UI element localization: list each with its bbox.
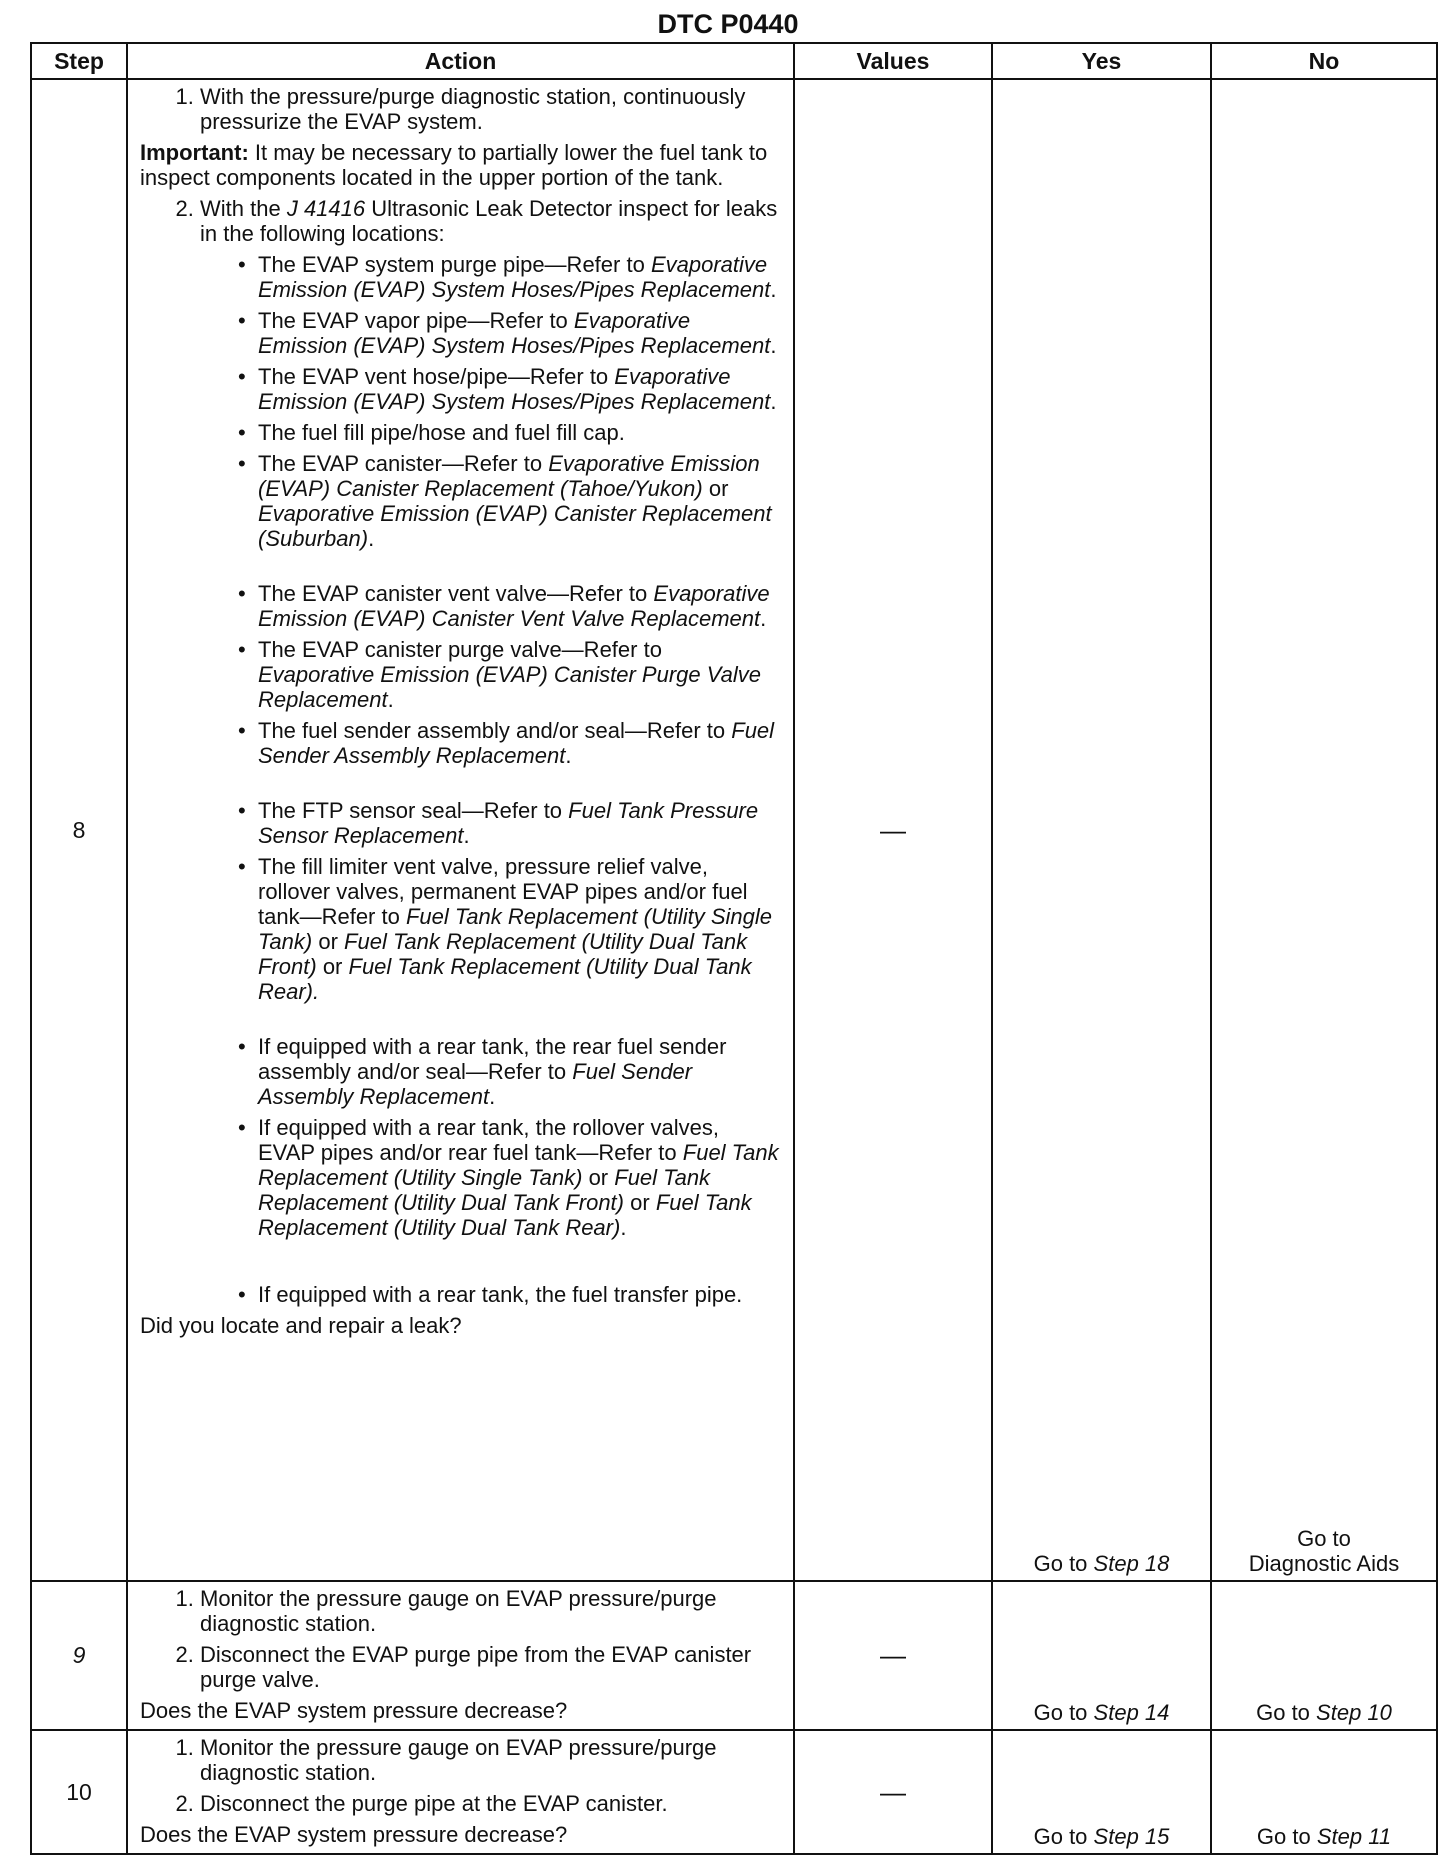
procedure-link[interactable]: Fuel Sender Assembly Replacement xyxy=(258,1059,693,1109)
procedure-link[interactable]: Evaporative Emission (EVAP) Canister Replacement (Suburban) xyxy=(258,501,772,551)
action-item xyxy=(200,196,781,1307)
procedure-link[interactable]: Fuel Tank Replacement (Utility Dual Tank Rear). xyxy=(258,954,752,1004)
procedure-link[interactable]: Evaporative Emission (EVAP) Canister Vent Valve Replacement xyxy=(258,581,770,631)
goto-link[interactable]: Go to Step 11 xyxy=(1256,1824,1392,1849)
list-item: • The fuel fill pipe/hose and fuel fill cap. xyxy=(234,420,781,445)
list-item: • The EVAP vent hose/pipe—Refer to Evaporative Emission (EVAP) System Hoses/Pipes Replacement. xyxy=(234,364,781,414)
list-item: • The EVAP vapor pipe—Refer to Evaporative Emission (EVAP) System Hoses/Pipes Replacement. xyxy=(234,308,781,358)
list-item: • If equipped with a rear tank, the rollover valves, EVAP pipes and/or rear fuel tank—Refer to Fuel Tank Replacement (Utility Single Tank) or Fuel Tank Replacement (Utility Dual Tank Front) or Fuel Tank Replacement (Utility Dual Tank Rear). xyxy=(234,1115,781,1240)
list-item: • The fill limiter vent valve, pressure relief valve, rollover valves, permanent EVAP pipes and/or fuel tank—Refer to Fuel Tank Replacement (Utility Single Tank) or Fuel Tank Replacement (Utility Dual Tank Front) or Fuel Tank Replacement (Utility Dual Tank Rear). xyxy=(234,854,781,1004)
no-cell xyxy=(1211,1730,1437,1854)
header-step: Step xyxy=(31,43,127,79)
procedure-link[interactable]: Fuel Tank Replacement (Utility Dual Tank Rear) xyxy=(258,1190,752,1240)
no-cell xyxy=(1211,79,1437,1581)
action-item: 1. Monitor the pressure gauge on EVAP pressure/purge diagnostic station. xyxy=(200,1586,781,1636)
values-cell: — xyxy=(794,1581,992,1730)
procedure-link[interactable]: Evaporative Emission (EVAP) System Hoses/Pipes Replacement xyxy=(258,252,771,302)
header-yes: Yes xyxy=(992,43,1211,79)
goto-link[interactable]: Go to Step 14 xyxy=(1033,1700,1170,1725)
list-item: • The EVAP system purge pipe—Refer to Evaporative Emission (EVAP) System Hoses/Pipes Replacement. xyxy=(234,252,781,302)
question-text: Does the EVAP system pressure decrease? xyxy=(140,1698,568,1723)
list-item: • The EVAP canister purge valve—Refer to Evaporative Emission (EVAP) Canister Purge Valve Replacement. xyxy=(234,637,781,712)
step-number: 9 xyxy=(31,1581,127,1730)
header-no: No xyxy=(1211,43,1437,79)
action-text: Ultrasonic Leak Detector inspect for leaks in the following locations: xyxy=(200,196,778,246)
step-number: 8 xyxy=(31,79,127,1581)
procedure-link[interactable]: Fuel Tank Replacement (Utility Dual Tank Front) xyxy=(258,929,748,979)
action-item: 1. With the pressure/purge diagnostic station, continuously pressurize the EVAP system. xyxy=(200,84,781,134)
procedure-link[interactable]: Evaporative Emission (EVAP) Canister Purge Valve Replacement xyxy=(258,662,761,712)
list-item: • The EVAP canister—Refer to Evaporative Emission (EVAP) Canister Replacement (Tahoe/Yukon) or Evaporative Emission (EVAP) Canister Replacement (Suburban). xyxy=(234,451,781,551)
procedure-link[interactable]: Evaporative Emission (EVAP) System Hoses/Pipes Replacement xyxy=(258,364,771,414)
procedure-link[interactable]: Fuel Tank Replacement (Utility Single Tank) xyxy=(258,1140,779,1190)
procedure-link[interactable]: Fuel Sender Assembly Replacement xyxy=(258,718,775,768)
question-text: Did you locate and repair a leak? xyxy=(140,1313,462,1338)
table-row xyxy=(31,1581,1437,1730)
values-cell: — xyxy=(794,1730,992,1854)
question-text: Does the EVAP system pressure decrease? xyxy=(140,1822,568,1847)
yes-cell xyxy=(992,1730,1211,1854)
no-cell xyxy=(1211,1581,1437,1730)
yes-cell xyxy=(992,1581,1211,1730)
list-item: • The FTP sensor seal—Refer to Fuel Tank Pressure Sensor Replacement. xyxy=(234,798,781,848)
procedure-link[interactable]: Fuel Tank Replacement (Utility Dual Tank Front) xyxy=(258,1165,711,1215)
procedure-link[interactable]: Evaporative Emission (EVAP) Canister Replacement (Tahoe/Yukon) xyxy=(258,451,760,501)
list-item: • If equipped with a rear tank, the fuel transfer pipe. xyxy=(234,1282,781,1307)
procedure-link[interactable]: Evaporative Emission (EVAP) System Hoses/Pipes Replacement xyxy=(258,308,771,358)
yes-cell xyxy=(992,79,1211,1581)
table-row xyxy=(31,1730,1437,1854)
goto-link[interactable]: Go to Step 18 xyxy=(1033,1551,1170,1576)
action-item: 1. Monitor the pressure gauge on EVAP pressure/purge diagnostic station. xyxy=(200,1735,781,1785)
important-label: Important: xyxy=(140,140,249,165)
list-item: • The fuel sender assembly and/or seal—Refer to Fuel Sender Assembly Replacement. xyxy=(234,718,781,768)
location-list xyxy=(200,252,781,1307)
goto-link[interactable]: Go to Diagnostic Aids xyxy=(1248,1526,1400,1576)
action-item: 2. Disconnect the purge pipe at the EVAP canister. xyxy=(200,1791,781,1816)
tool-reference: J 41416 xyxy=(286,196,366,221)
diagnostic-table xyxy=(30,42,1438,1855)
important-note xyxy=(140,140,781,190)
header-values: Values xyxy=(794,43,992,79)
action-item: 2. Disconnect the EVAP purge pipe from the EVAP canister purge valve. xyxy=(200,1642,781,1692)
header-row xyxy=(31,43,1437,79)
table-row xyxy=(31,79,1437,1581)
values-cell: — xyxy=(794,79,992,1581)
header-action: Action xyxy=(127,43,794,79)
goto-link[interactable]: Go to Step 15 xyxy=(1033,1824,1170,1849)
important-text: It may be necessary to partially lower the fuel tank to inspect components located in the upper portion of the tank. xyxy=(140,140,768,190)
list-item: • If equipped with a rear tank, the rear fuel sender assembly and/or seal—Refer to Fuel Sender Assembly Replacement. xyxy=(234,1034,781,1109)
action-text: With the xyxy=(200,196,281,221)
action-cell xyxy=(127,79,794,1581)
list-item: • The EVAP canister vent valve—Refer to Evaporative Emission (EVAP) Canister Vent Valve Replacement. xyxy=(234,581,781,631)
procedure-link[interactable]: Fuel Tank Pressure Sensor Replacement xyxy=(258,798,759,848)
procedure-link[interactable]: Fuel Tank Replacement (Utility Single Tank) xyxy=(258,904,772,954)
goto-link[interactable]: Go to Step 10 xyxy=(1256,1700,1392,1725)
step-number: 10 xyxy=(31,1730,127,1854)
action-cell xyxy=(127,1730,794,1854)
action-cell xyxy=(127,1581,794,1730)
page-title: DTC P0440 xyxy=(657,9,799,39)
